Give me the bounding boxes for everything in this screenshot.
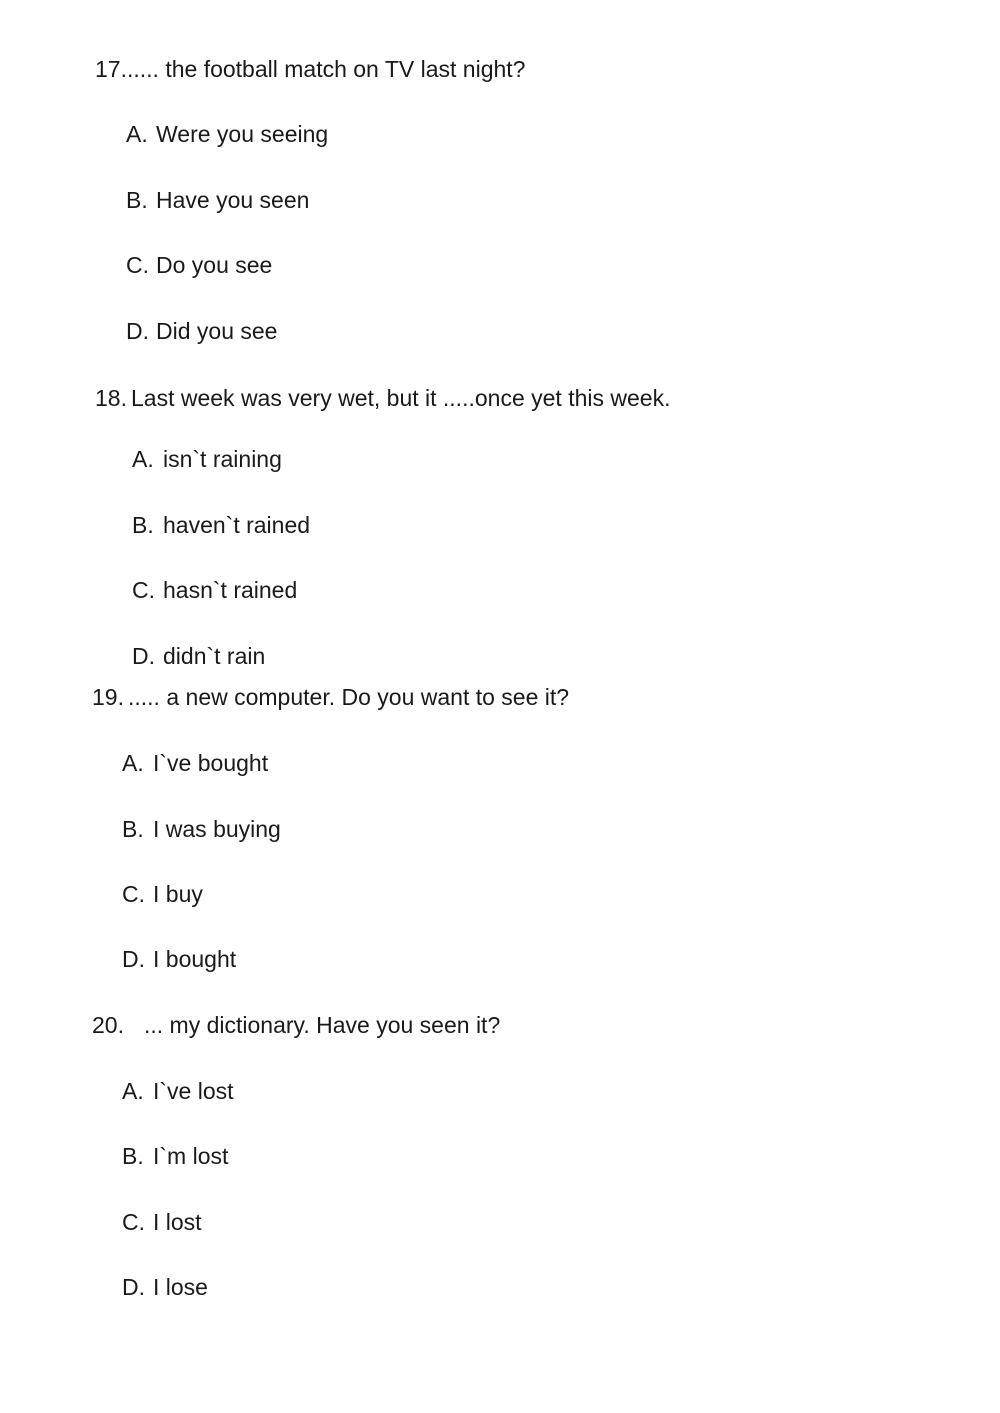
option-letter: B. [122, 1143, 144, 1169]
option-19-c[interactable] [122, 879, 203, 909]
option-20-c[interactable] [122, 1207, 202, 1237]
question-20 [92, 1010, 500, 1040]
option-19-a[interactable] [122, 748, 268, 778]
option-text: haven`t rained [163, 512, 311, 538]
option-text: hasn`t rained [163, 577, 298, 603]
option-letter: C. [126, 252, 149, 278]
option-text: I was buying [153, 816, 281, 842]
question-stem: ... my dictionary. Have you seen it? [144, 1012, 501, 1038]
option-letter: A. [126, 121, 148, 147]
option-18-d[interactable] [132, 641, 265, 671]
option-letter: A. [122, 1078, 144, 1104]
option-letter: B. [122, 816, 144, 842]
option-17-c[interactable] [126, 250, 272, 280]
option-18-b[interactable] [132, 510, 310, 540]
option-letter: C. [122, 881, 145, 907]
option-text: I`ve lost [153, 1078, 234, 1104]
question-17 [95, 54, 525, 84]
question-number: 20. [92, 1012, 124, 1038]
question-stem: Last week was very wet, but it .....once yet this week. [131, 385, 671, 411]
option-text: didn`t rain [163, 643, 266, 669]
option-letter: D. [126, 318, 149, 344]
option-letter: A. [122, 750, 144, 776]
option-19-d[interactable] [122, 944, 236, 974]
question-number: 18. [95, 385, 127, 411]
option-17-b[interactable] [126, 185, 309, 215]
option-17-a[interactable] [126, 119, 328, 149]
option-text: Did you see [156, 318, 278, 344]
option-17-d[interactable] [126, 316, 277, 346]
option-text: I`ve bought [153, 750, 269, 776]
option-text: isn`t raining [163, 446, 282, 472]
option-text: Have you seen [156, 187, 310, 213]
option-letter: D. [122, 1274, 145, 1300]
option-letter: C. [132, 577, 155, 603]
option-text: I lose [153, 1274, 208, 1300]
question-stem: ..... a new computer. Do you want to see it? [128, 684, 570, 710]
option-text: I buy [153, 881, 203, 907]
option-18-c[interactable] [132, 575, 297, 605]
option-20-a[interactable] [122, 1076, 234, 1106]
question-number: 17. [95, 56, 127, 82]
option-letter: D. [132, 643, 155, 669]
option-18-a[interactable] [132, 444, 282, 474]
option-20-d[interactable] [122, 1272, 208, 1302]
option-letter: A. [132, 446, 154, 472]
question-stem: ..... the football match on TV last night? [126, 56, 526, 82]
option-letter: B. [132, 512, 154, 538]
option-letter: D. [122, 946, 145, 972]
option-text: Were you seeing [156, 121, 329, 147]
question-19 [92, 682, 569, 712]
option-letter: B. [126, 187, 148, 213]
question-18 [95, 383, 670, 413]
option-text: I`m lost [153, 1143, 229, 1169]
option-20-b[interactable] [122, 1141, 228, 1171]
option-text: I bought [153, 946, 237, 972]
option-text: Do you see [156, 252, 273, 278]
option-letter: C. [122, 1209, 145, 1235]
option-text: I lost [153, 1209, 202, 1235]
option-19-b[interactable] [122, 814, 281, 844]
question-number: 19. [92, 684, 124, 710]
